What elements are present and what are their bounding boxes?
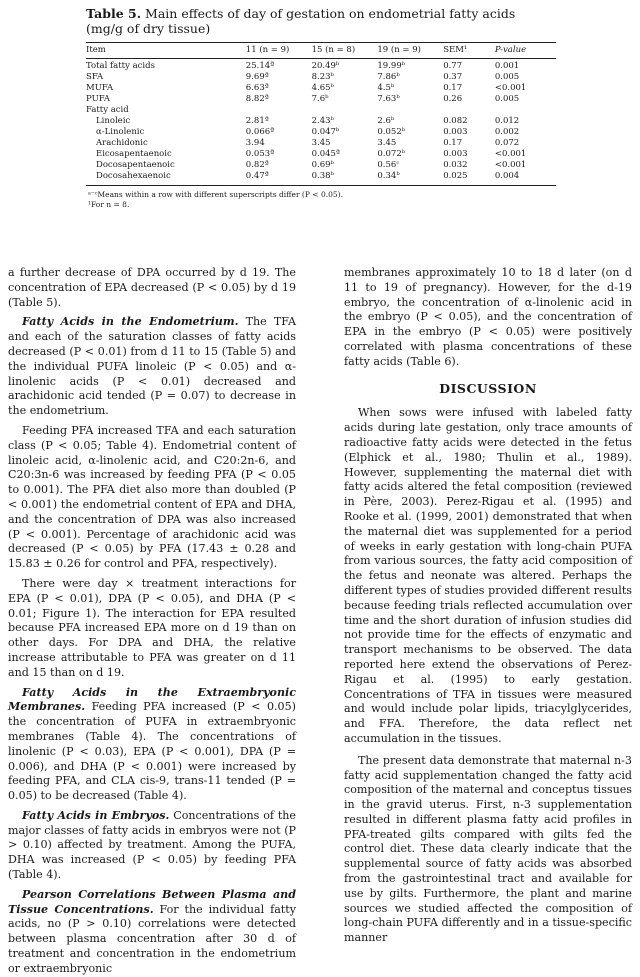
- right-column: [344, 266, 632, 946]
- table-cell: 0.77: [443, 61, 463, 71]
- table-cell: 0.005: [494, 94, 520, 104]
- table-cell: 20.49ᵇ: [311, 61, 340, 71]
- subheading: Pearson Correlations Between Plasma and Tissue Concentrations.: [8, 887, 296, 916]
- header-cell: Item: [86, 43, 246, 59]
- table-body: [86, 59, 556, 186]
- table-cell: 6.63ª: [245, 83, 269, 93]
- table-cell: 25.14ª: [245, 61, 275, 71]
- header-cell: 15 (n = 8): [312, 43, 378, 59]
- table-row: [86, 72, 556, 83]
- table-cell: 4.5ᵇ: [377, 83, 395, 93]
- table-footnote-2: ¹For n = 8.: [88, 200, 130, 209]
- paragraph: [8, 686, 296, 804]
- paragraph: [8, 888, 296, 977]
- table-caption: [86, 6, 556, 36]
- subheading: Fatty Acids in Embryos.: [22, 808, 170, 822]
- table-cell: 0.17: [443, 138, 463, 148]
- paragraph-text: The TFA and each of the saturation classes of fatty acids decreased (P < 0.01) from d 11 to 15 (Table 5) and the individual PUFA linoleic (P < 0.05) and α-linolenic acids (P < 0.01) decreased and arachidonic acid tended (P = 0.07) to decrease in the endometrium.: [8, 315, 296, 418]
- row-label: SFA: [86, 72, 104, 82]
- paragraph: a further decrease of DPA occurred by d 19. The concentration of EPA decreased (P < 0.05) by d 19 (Table 5).: [8, 266, 296, 309]
- table-cell: 7.6ᵇ: [311, 94, 329, 104]
- row-label: Arachidonic: [96, 138, 148, 148]
- paragraph: There were day × treatment interactions for EPA (P < 0.01), DPA (P < 0.05), and DHA (P < 0.01; Figure 1). The interaction for EPA resulted because PFA increased EPA more on d 19 than on other days. For DPA and DHA, the relative increase attributable to PFA was greater on d 11 and 15 than on d 19.: [8, 576, 296, 679]
- header-cell: 11 (n = 9): [246, 43, 312, 59]
- table-cell: 0.56ᶜ: [377, 160, 400, 170]
- table-cell: 0.34ᵇ: [377, 171, 443, 186]
- table-cell: 3.94: [245, 138, 265, 148]
- table-cell: 0.37: [443, 72, 463, 82]
- table-row: [86, 160, 556, 171]
- table-row: [86, 149, 556, 160]
- table-row: [86, 116, 556, 127]
- table-cell: 8.82ª: [245, 94, 269, 104]
- table-cell: 0.38ᵇ: [312, 171, 378, 186]
- paragraph: [8, 315, 296, 419]
- table-cell: 0.082: [443, 116, 468, 126]
- table-row: [86, 83, 556, 94]
- table-cell: 0.82ª: [245, 160, 269, 170]
- row-label: PUFA: [86, 94, 111, 104]
- row-label: Fatty acid: [86, 105, 129, 115]
- table-row: [86, 94, 556, 105]
- table-cell: 4.65ᵇ: [311, 83, 334, 93]
- table-cell: 8.23ᵇ: [311, 72, 334, 82]
- table-cell: 0.072ᵇ: [377, 149, 406, 159]
- table-cell: 0.003: [443, 149, 468, 159]
- paragraph: membranes approximately 10 to 18 d later (on d 11 to 19 of pregnancy). However, for the d-19 embryo, the concentration of α-linolenic acid in the embryo (P < 0.05), and the concentration of EPA in the embryo (P < 0.05) were positively correlated with plasma concentrations of these fatty acids (Table 6).: [344, 266, 632, 368]
- table-cell: 0.045ª: [311, 149, 340, 159]
- table-cell: 0.025: [443, 171, 495, 186]
- table-cell: 0.032: [443, 160, 468, 170]
- table-5: [86, 6, 556, 210]
- row-label: Total fatty acids: [86, 61, 155, 71]
- table-cell: 3.45: [377, 138, 397, 148]
- data-table: [86, 42, 556, 186]
- row-label: Docosapentaenoic: [96, 160, 175, 170]
- table-cell: 7.86ᵇ: [377, 72, 400, 82]
- paragraph: When sows were infused with labeled fatty acids during late gestation, only trace amounts of radioactive fatty acids were detected in the fetus (Elphick et al., 1980; Thulin et al., 1989). However, supplementing the maternal diet with fatty acids altered the fetal composition (reviewed in Père, 2003). Perez-Rigau et al. (1995) and Rooke et al. (1999, 2001) demonstrated that when the maternal diet was supplemented for a period of weeks in early gestation with long-chain PUFA from various sources, the fatty acid composition of the fetus and neonate was altered. Perhaps the different types of studies provided different results because feeding trials reflected accumulation over time and the short duration of infusion studies did not provide time for the effects of enzymatic and transport mechanisms to be observed. The data reported here extend the observations of Perez-Rigau et al. (1995) to early gestation. Concentrations of TFA in tissues were measured and would include polar lipids, triacylglycerides, and FFA. Therefore, the data reflect net accumulation in the tissues.: [344, 406, 632, 745]
- table-cell: 0.47ª: [246, 171, 312, 186]
- paragraph-text: For the individual fatty acids, no (P > 0.10) correlations were detected between plasma concentration after 30 d of treatment and concentration in the endometrium or extraembryonic: [8, 902, 296, 975]
- table-row: [86, 127, 556, 138]
- table-cell: 0.17: [443, 83, 463, 93]
- left-column: [8, 266, 296, 977]
- table-cell: 0.052ᵇ: [377, 127, 406, 137]
- table-cell: <0.001: [494, 149, 527, 159]
- subheading: Fatty Acids in the Extraembryonic Membranes.: [8, 685, 296, 714]
- table-cell: [312, 105, 378, 116]
- table-row: [86, 171, 556, 186]
- row-label: α-Linolenic: [96, 127, 145, 137]
- table-label: Table 5.: [86, 6, 142, 21]
- table-cell: 0.047ᵇ: [311, 127, 340, 137]
- paragraph: [8, 809, 296, 883]
- paragraph: Feeding PFA increased TFA and each saturation class (P < 0.05; Table 4). Endometrial content of linoleic acid, α-linolenic acid, and C20:2n-6, and C20:3n-6 was increased by feeding PFA (P < 0.05 to 0.001). The PFA diet also more than doubled (P < 0.001) the endometrial content of EPA and DHA, and the concentration of DPA was also increased (P < 0.001). Percentage of arachidonic acid was decreased (P < 0.05) by PFA (17.43 ± 0.28 and 15.83 ± 0.26 for control and PFA, respectively).: [8, 423, 296, 571]
- table-cell: 0.69ᵇ: [311, 160, 334, 170]
- table-row: [86, 138, 556, 149]
- table-cell: 0.004: [495, 171, 556, 186]
- table-cell: [495, 105, 556, 116]
- table-cell: 0.005: [494, 72, 520, 82]
- section-heading: DISCUSSION: [439, 380, 537, 396]
- table-cell: <0.001: [494, 160, 527, 170]
- table-cell: 0.003: [443, 127, 468, 137]
- row-label: Linoleic: [96, 116, 131, 126]
- table-cell: 7.63ᵇ: [377, 94, 400, 104]
- table-title: Main effects of day of gestation on endometrial fatty acids (mg/g of dry tissue): [86, 6, 516, 36]
- row-label: MUFA: [86, 83, 114, 93]
- table-row: [86, 59, 556, 73]
- table-cell: <0.001: [494, 83, 527, 93]
- table-cell: 2.43ᵇ: [311, 116, 334, 126]
- table-cell: 3.45: [311, 138, 331, 148]
- table-cell: 0.072: [494, 138, 520, 148]
- table-cell: 0.001: [494, 61, 520, 71]
- row-label: Eicosapentaenoic: [96, 149, 172, 159]
- row-label: Docosahexaenoic: [86, 171, 246, 186]
- paragraph-text: Concentrations of the major classes of fatty acids in embryos were not (P > 0.10) affected by treatment. Among the PUFA, DHA was increased (P < 0.05) by feeding PFA (Table 4).: [8, 808, 296, 882]
- table-row: [86, 105, 556, 116]
- table-cell: 2.81ª: [245, 116, 269, 126]
- table-cell: [377, 105, 443, 116]
- table-cell: [443, 105, 495, 116]
- paragraph: The present data demonstrate that maternal n-3 fatty acid supplementation changed the fatty acid composition of the maternal and conceptus tissues in the gravid uterus. First, n-3 supplementation resulted in different plasma fatty acid profiles in PFA-treated gilts compared with gilts fed the control diet. These data clearly indicate that the supplemental source of fatty acids was absorbed from the gastrointestinal tract and available for use by gilts. Furthermore, the plant and marine sources we studied affected the composition of long-chain PUFA differently and in a tissue-specific manner: [344, 753, 632, 945]
- table-cell: 0.26: [443, 94, 463, 104]
- table-cell: 0.002: [494, 127, 520, 137]
- subheading: Fatty Acids in the Endometrium.: [22, 315, 239, 329]
- header-cell: P-value: [495, 43, 556, 59]
- header-cell: 19 (n = 9): [377, 43, 443, 59]
- table-cell: 0.012: [494, 116, 520, 126]
- paragraph-text: Feeding PFA increased (P < 0.05) the concentration of PUFA in extraembryonic membranes (Table 4). The concentrations of linolenic (P < 0.03), EPA (P < 0.001), DPA (P = 0.006), and DHA (P < 0.001) were increased by feeding PFA, and CLA cis-9, trans-11 tended (P = 0.05) to be decreased (Table 4).: [8, 700, 296, 803]
- header-cell: SEM¹: [443, 43, 495, 59]
- table-cell: 19.99ᵇ: [377, 61, 406, 71]
- table-cell: 9.69ª: [245, 72, 269, 82]
- table-cell: [246, 105, 312, 116]
- table-cell: 2.6ᵇ: [377, 116, 395, 126]
- table-cell: 0.066ª: [245, 127, 275, 137]
- table-cell: 0.053ª: [245, 149, 275, 159]
- table-header-row: [86, 43, 556, 59]
- table-footnote-1: ᵃ⁻ᶜMeans within a row with different superscripts differ (P < 0.05).: [88, 190, 343, 199]
